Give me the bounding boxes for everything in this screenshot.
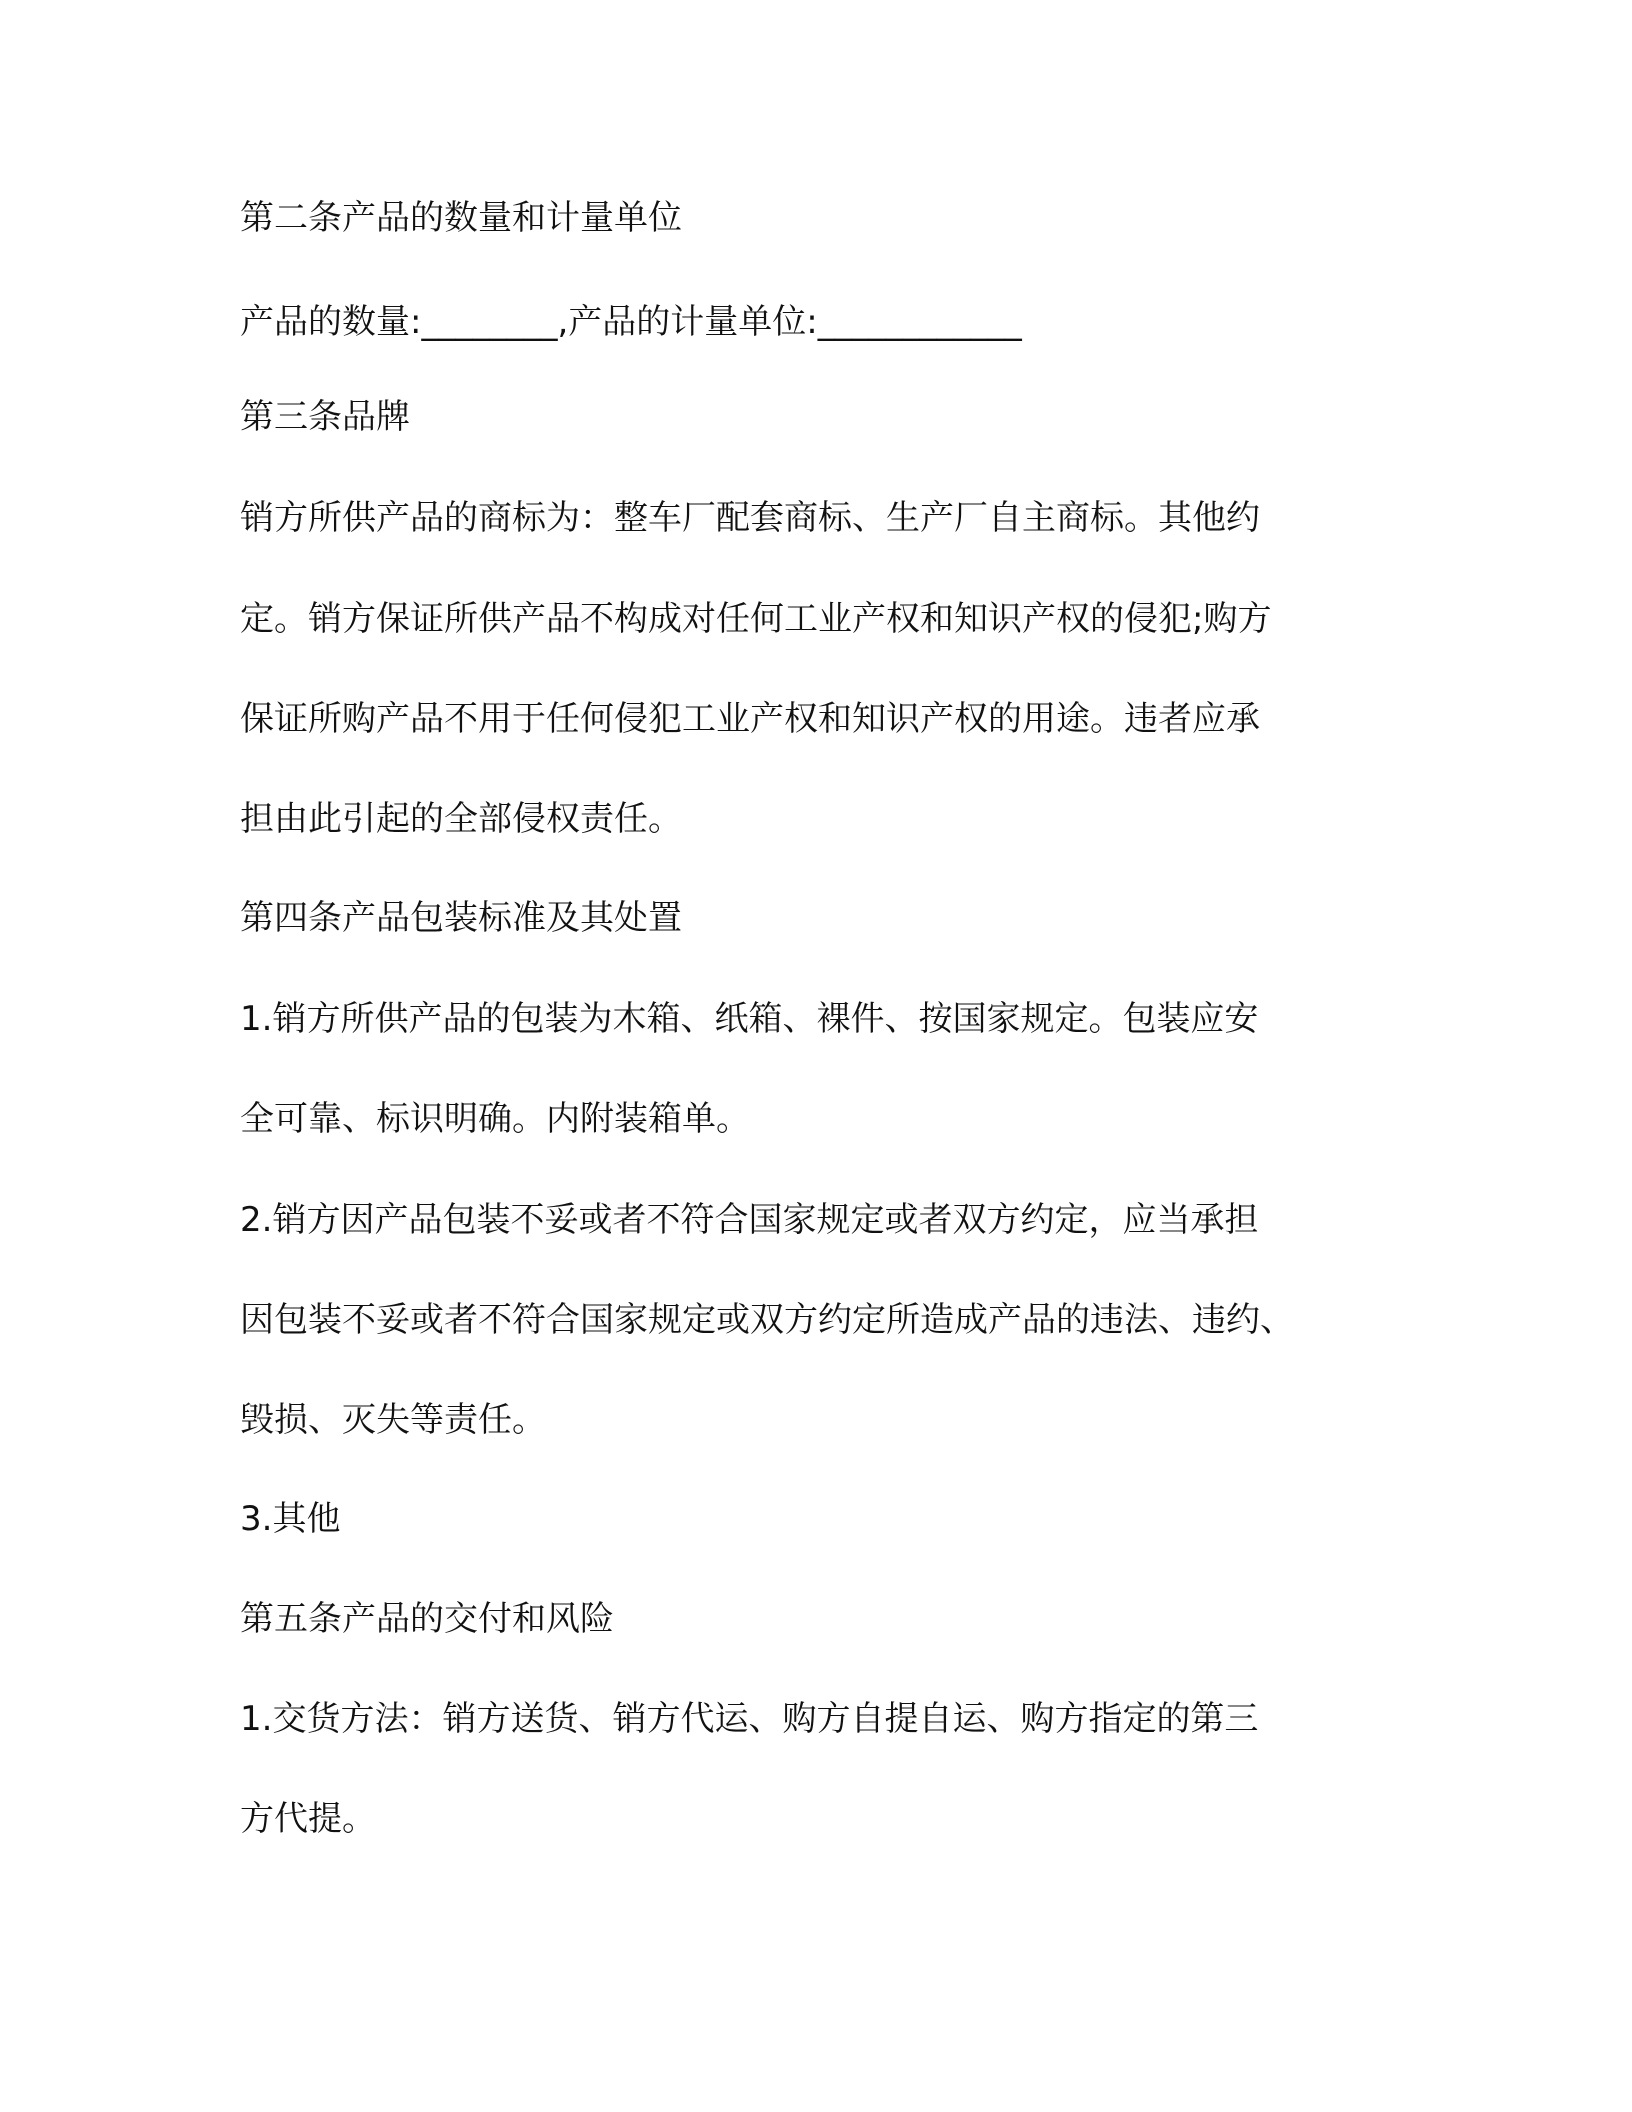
packaging-item-2-line-1: 2.销方因产品包装不妥或者不符合国家规定或者双方约定，应当承担 xyxy=(240,1200,1259,1240)
article-2-heading: 第二条产品的数量和计量单位 xyxy=(240,198,682,238)
article-4-heading: 第四条产品包装标准及其处置 xyxy=(240,898,682,938)
brand-paragraph-line-2: 定。销方保证所供产品不构成对任何工业产权和知识产权的侵犯;购方 xyxy=(240,599,1272,639)
brand-paragraph-line-3: 保证所购产品不用于任何侵犯工业产权和知识产权的用途。违者应承 xyxy=(240,699,1260,739)
quantity-unit-fields: 产品的数量:________,产品的计量单位:____________ xyxy=(240,302,1022,342)
packaging-item-1-line-2: 全可靠、标识明确。内附装箱单。 xyxy=(240,1099,750,1139)
packaging-item-1-line-1: 1.销方所供产品的包装为木箱、纸箱、裸件、按国家规定。包装应安 xyxy=(240,999,1259,1039)
packaging-item-2-line-3: 毁损、灭失等责任。 xyxy=(240,1400,546,1440)
brand-paragraph-line-4: 担由此引起的全部侵权责任。 xyxy=(240,799,682,839)
article-3-heading: 第三条品牌 xyxy=(240,397,410,437)
packaging-item-2-line-2: 因包装不妥或者不符合国家规定或双方约定所造成产品的违法、违约、 xyxy=(240,1300,1294,1340)
delivery-item-1-line-2: 方代提。 xyxy=(240,1799,376,1839)
packaging-item-3: 3.其他 xyxy=(240,1499,341,1539)
delivery-item-1-line-1: 1.交货方法：销方送货、销方代运、购方自提自运、购方指定的第三 xyxy=(240,1699,1259,1739)
brand-paragraph-line-1: 销方所供产品的商标为：整车厂配套商标、生产厂自主商标。其他约 xyxy=(240,498,1260,538)
article-5-heading: 第五条产品的交付和风险 xyxy=(240,1599,614,1639)
